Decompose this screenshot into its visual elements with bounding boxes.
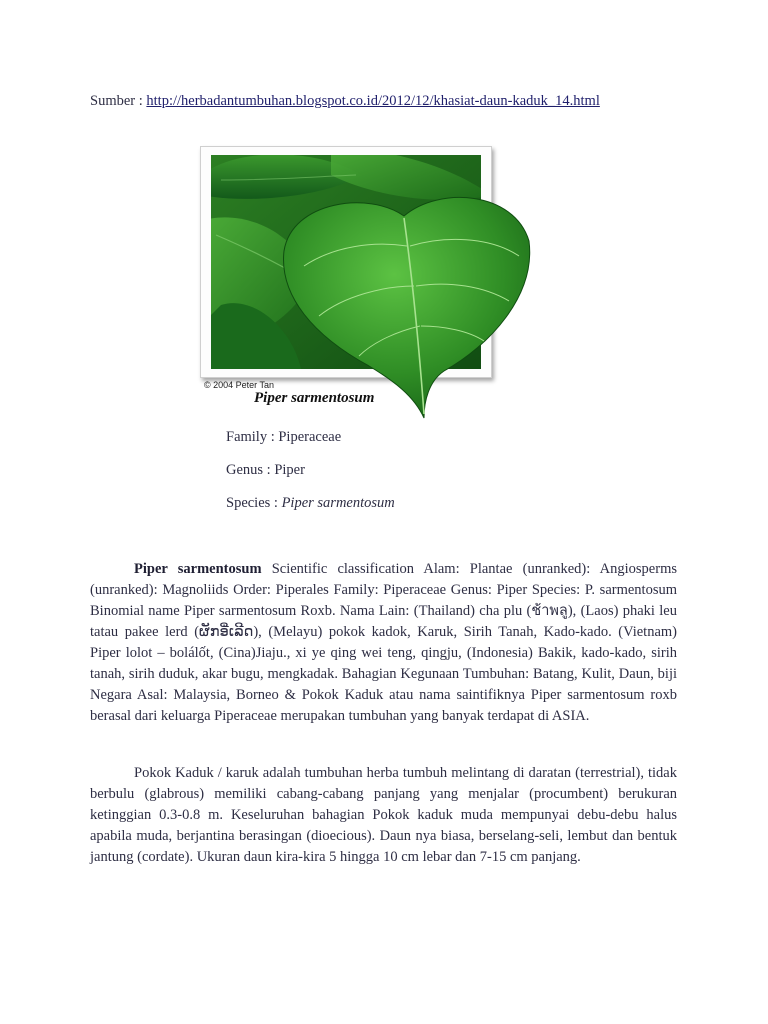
species-label: Species : [226, 495, 282, 511]
paragraph-classification [90, 559, 677, 727]
source-label: Sumber : [90, 93, 147, 109]
taxonomy-species [226, 495, 395, 512]
source-link[interactable]: http://herbadantumbuhan.blogspot.co.id/2012/12/khasiat-daun-kaduk_14.html [146, 93, 600, 109]
taxonomy-family: Family : Piperaceae [226, 429, 342, 445]
plant-figure [200, 146, 492, 420]
species-value: Piper sarmentosum [281, 495, 395, 511]
paragraph-lead: Piper sarmentosum [134, 561, 262, 577]
photo-copyright: © 2004 Peter Tan [204, 380, 275, 390]
paragraph-description: Pokok Kaduk / karuk adalah tumbuhan herba tumbuh melintang di daratan (terrestrial), tidak berbulu (glabrous) memiliki cabang-cabang panjang yang menjalar (procumbent) berukuran ketinggian 0.3-0.8 m. Keseluruhan bahagian Pokok kaduk muda mempunyai debu-debu halus apabila muda, berjantina berasingan (dioecious). Daun nya biasa, berselang-seli, lembut dan bentuk jantung (cordate). Ukuran daun kira-kira 5 hingga 10 cm lebar dan 7-15 cm panjang. [90, 765, 677, 865]
photo-caption: Piper sarmentosum [254, 390, 375, 406]
source-line [90, 93, 600, 110]
taxonomy-genus: Genus : Piper [226, 462, 305, 478]
paragraph-body: Scientific classification Alam: Plantae (unranked): Angiosperms (unranked): Magnoliids Order: Piperales Family: Piperaceae Genus: Piper Species: P. sarmentosum Binomial name Piper sarmentosum Roxb. Nama Lain: (Thailand) cha plu (ช้าพลู), (Laos) phaki leu tatau pakee lerd (ຜັກອີ່ເລີດ), (Melayu) pokok kadok, Karuk, Sirih Tanah, Kado-kado. (Vietnam) Piper lolot – bolálốt, (Cina)Jiaju., xi ye qing wei teng, qingju, (Indonesia) Bakik, kado-kado, sirih tanah, sirih duduk, akar bugu, mengkadak. Bahagian Kegunaan Tumbuhan: Batang, Kulit, Daun, biji Negara Asal: Malaysia, Borneo & Pokok Kaduk atau nama saintifiknya Piper sarmentosum roxb berasal dari keluarga Piperaceae merupakan tumbuhan yang banyak terdapat di ASIA. [90, 561, 677, 724]
heart-leaf-image [274, 186, 534, 422]
